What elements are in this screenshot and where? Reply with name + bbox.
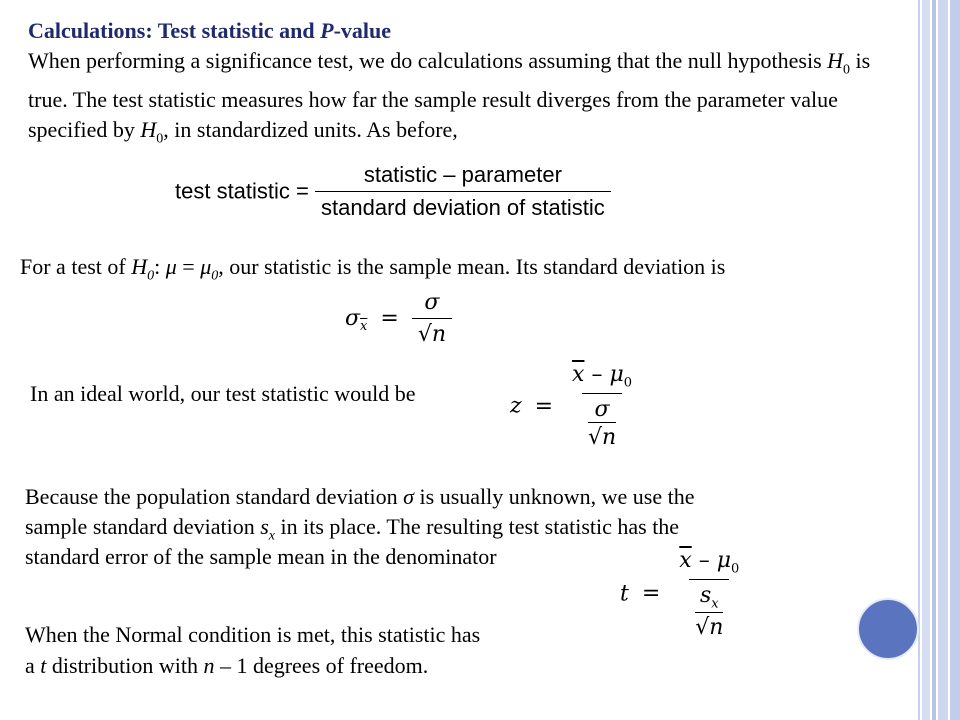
- ideal-statistic-sentence: In an ideal world, our test statistic would be: [30, 381, 416, 406]
- slide-title: Calculations: Test statistic and P-value: [28, 18, 392, 43]
- decorative-stripe: [918, 0, 920, 720]
- t-statistic-formula: t = $\overline{x} - \mu_0$ $s_x$ √n: [620, 548, 740, 640]
- decorative-stripe: [950, 0, 960, 720]
- sample-mean-sentence: For a test of $H_0$: $\mu = \mu_0$, our statistic is the sample mean. Its standard deviation is: [20, 254, 726, 284]
- z-statistic-formula: z = $\overline{x} - \mu_0$ σ √n: [510, 362, 633, 451]
- unknown-sigma-line-2: sample standard deviation $s_x$ in its place. The resulting test statistic has the: [25, 514, 680, 544]
- decorative-stripe: [922, 0, 930, 720]
- normal-condition-line-2: a t distribution with n – 1 degrees of freedom.: [25, 653, 429, 678]
- unknown-sigma-line-1: Because the population standard deviation σ is usually unknown, we use the: [25, 484, 695, 509]
- decorative-stripe: [938, 0, 948, 720]
- sigma-xbar-formula: $\sigma_{\overline{x}}$ = $\frac{\sigma}{√n}$: [345, 290, 452, 347]
- unknown-sigma-line-3: standard error of the sample mean in the denominator: [25, 544, 497, 569]
- normal-condition-line-1: When the Normal condition is met, this statistic has: [25, 622, 481, 647]
- test-statistic-formula: test statistic = $\frac{\text{statistic – parameter}}{\text{standard deviation of statistic}}$: [175, 162, 611, 221]
- intro-paragraph: When performing a significance test, we do calculations assuming that the null hypothesis $H_0$ is true. The test statistic measures how far the sample result diverges from the parameter value specified by $H_0$, in standardized units. As before,: [28, 48, 871, 147]
- decorative-stripe: [932, 0, 936, 720]
- accent-circle: [857, 598, 919, 660]
